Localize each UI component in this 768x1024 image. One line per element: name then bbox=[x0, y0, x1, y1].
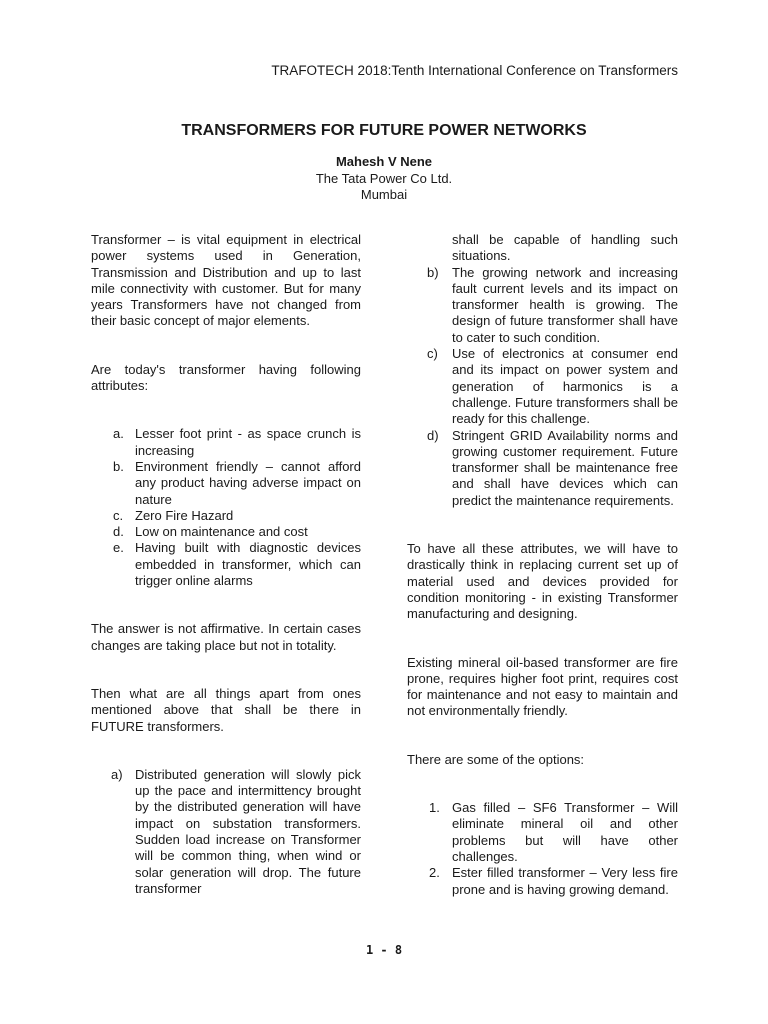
future-points-list bbox=[91, 767, 361, 897]
list-marker: d) bbox=[427, 427, 439, 443]
author-city: Mumbai bbox=[360, 187, 408, 202]
attributes-action-paragraph: To have all these attributes, we will have to drastically think in replacing current set up of material used and devices provided for condition monitoring - in existing Transformer manufacturing and designing. bbox=[407, 541, 678, 622]
running-head: TRAFOTECH 2018:Tenth International Conference on Transformers bbox=[271, 63, 678, 78]
list-item-text: The growing network and increasing fault current levels and its impact on transformer health is growing. The design of future transformer shall have to cater to such condition. bbox=[452, 264, 678, 345]
list-item bbox=[407, 346, 678, 427]
list-item-text: Environment friendly – cannot afford any product having adverse impact on nature bbox=[135, 458, 361, 507]
page-number: 1 - 8 bbox=[365, 943, 403, 957]
list-item bbox=[407, 428, 678, 509]
left-column bbox=[91, 232, 361, 897]
list-marker: d. bbox=[113, 524, 124, 540]
paper-title: TRANSFORMERS FOR FUTURE POWER NETWORKS bbox=[181, 122, 587, 139]
attributes-question: Are today's transformer having following attributes: bbox=[91, 361, 361, 394]
list-marker: b. bbox=[113, 458, 124, 474]
options-intro: There are some of the options: bbox=[407, 751, 585, 767]
list-marker: 2. bbox=[429, 865, 440, 881]
author-organization: The Tata Power Co Ltd. bbox=[315, 171, 453, 186]
list-marker: b) bbox=[427, 264, 439, 280]
list-item-text: Lesser foot print - as space crunch is increasing bbox=[135, 426, 361, 458]
list-item-text: Use of electronics at consumer end and its impact on power system and generation of harmonics is a challenge. Future transformers shall be ready for this challenge. bbox=[452, 346, 678, 427]
list-item-text: Having built with diagnostic devices embedded in transformer, which can trigger online alarms bbox=[135, 540, 361, 589]
future-question-paragraph: Then what are all things apart from ones mentioned above that shall be there in FUTURE transformers. bbox=[91, 685, 361, 734]
list-item-continuation: shall be capable of handling such situations. bbox=[452, 232, 678, 264]
list-item bbox=[407, 265, 678, 346]
list-item bbox=[407, 865, 678, 898]
future-points-list-continued bbox=[407, 265, 678, 509]
list-item bbox=[91, 524, 361, 540]
list-item-text: Zero Fire Hazard bbox=[135, 507, 234, 523]
list-marker: 1. bbox=[429, 800, 440, 816]
list-marker: e. bbox=[113, 540, 124, 556]
list-marker: a. bbox=[113, 426, 124, 442]
intro-paragraph: Transformer – is vital equipment in electrical power systems used in Generation, Transmission and Distribution and up to last mile connectivity with customer. But for many years Transformers have not changed from their basic concept of major elements. bbox=[91, 232, 361, 329]
list-item bbox=[91, 426, 361, 459]
answer-paragraph: The answer is not affirmative. In certain cases changes are taking place but not in totality. bbox=[91, 621, 361, 653]
list-item bbox=[91, 508, 361, 524]
list-item bbox=[91, 767, 361, 897]
options-list bbox=[407, 800, 678, 898]
list-marker: a) bbox=[111, 766, 123, 782]
author-name: Mahesh V Nene bbox=[335, 154, 433, 169]
mineral-oil-paragraph: Existing mineral oil-based transformer are fire prone, requires higher foot print, requires cost for maintenance and not easy to maintain and not environmentally friendly. bbox=[407, 654, 678, 719]
list-item bbox=[91, 540, 361, 589]
list-item-text: Stringent GRID Availability norms and growing customer requirement. Future transformer shall be maintenance free and shall have devices which can predict the maintenance requirements. bbox=[452, 427, 678, 508]
list-item-text: Low on maintenance and cost bbox=[135, 524, 308, 540]
list-item-text: Ester filled transformer – Very less fire prone and is having growing demand. bbox=[452, 865, 678, 897]
list-item-text: Gas filled – SF6 Transformer – Will eliminate mineral oil and other problems but will have other challenges. bbox=[452, 800, 678, 864]
list-item bbox=[407, 800, 678, 865]
list-item bbox=[91, 459, 361, 508]
list-marker: c) bbox=[427, 346, 438, 362]
attributes-list bbox=[91, 426, 361, 589]
right-column bbox=[407, 232, 678, 898]
list-item-text: Distributed generation will slowly pick up the pace and intermittency brought by the distributed generation will have impact on substation transformers. Sudden load increase on Transformer will be common thing, when wind or solar generation will drop. The future transformer bbox=[135, 766, 361, 896]
list-marker: c. bbox=[113, 507, 124, 523]
